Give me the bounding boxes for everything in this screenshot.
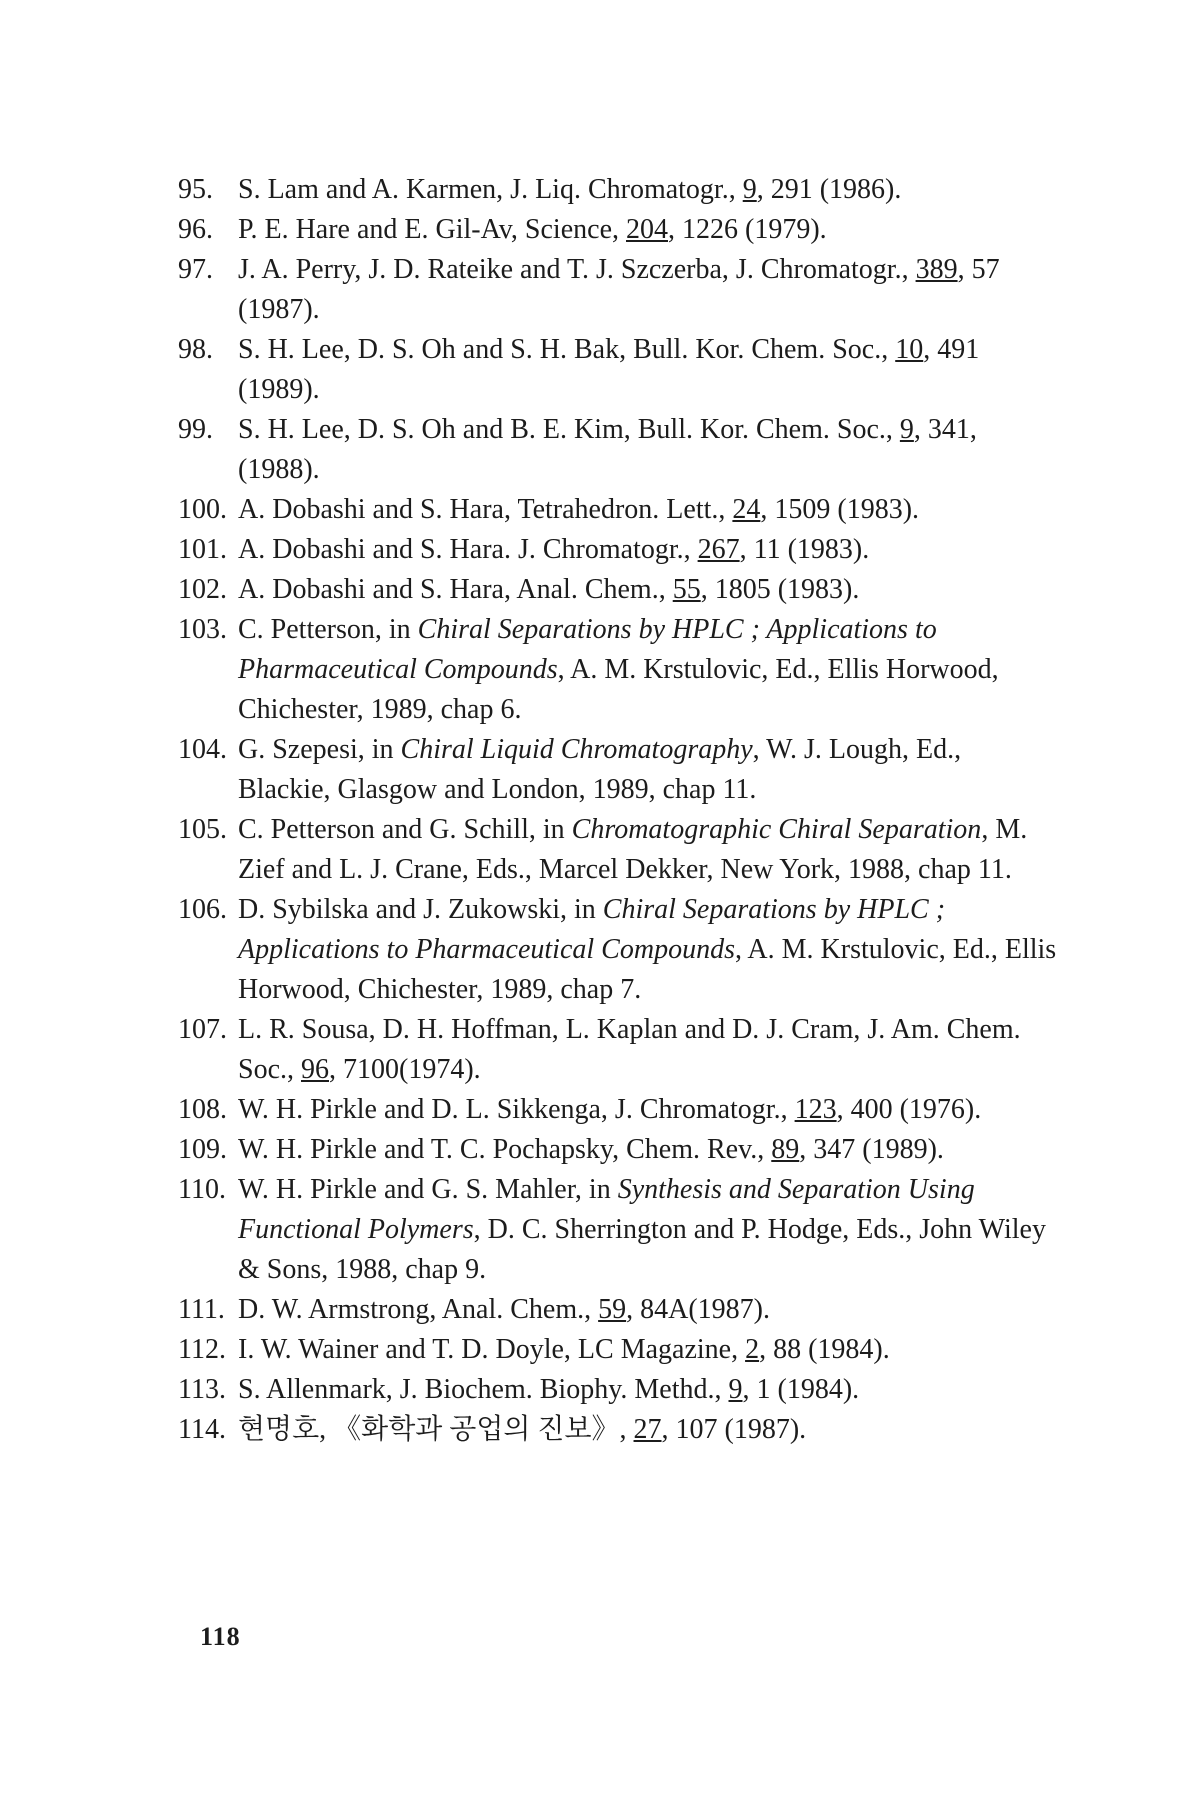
- reference-number: 98.: [178, 334, 213, 365]
- reference-entry: [178, 1010, 1058, 1090]
- citation-segment: S. Allenmark, J. Biochem. Biophy. Methd.,: [238, 1374, 729, 1405]
- citation-segment: , A. M. Krstulovic, Ed., Ellis Horwood, Chichester, 1989, chap 7.: [238, 934, 1057, 1005]
- volume-number: 2: [745, 1334, 760, 1365]
- volume-number: 10: [895, 334, 924, 365]
- book-title: Chromatographic Chiral Separation: [571, 814, 982, 845]
- citation-segment: L. R. Sousa, D. H. Hoffman, L. Kaplan and D. J. Cram, J. Am. Chem. Soc.,: [238, 1014, 1021, 1085]
- volume-number: 89: [771, 1134, 800, 1165]
- reference-text: [238, 210, 1058, 250]
- citation-segment: W. H. Pirkle and G. S. Mahler, in: [238, 1174, 618, 1205]
- reference-text: [238, 1010, 1058, 1090]
- citation-segment: A. Dobashi and S. Hara. J. Chromatogr.,: [238, 534, 698, 565]
- volume-number: 9: [728, 1374, 743, 1405]
- citation-segment: , 291 (1986).: [756, 174, 902, 205]
- reference-text: [238, 610, 1058, 730]
- citation-segment: W. H. Pirkle and D. L. Sikkenga, J. Chromatogr.,: [238, 1094, 795, 1125]
- reference-text: [238, 890, 1058, 1010]
- citation-segment: , 341, (1988).: [238, 414, 977, 485]
- volume-number: 389: [915, 254, 958, 285]
- reference-text: [238, 170, 1058, 210]
- reference-text: [238, 570, 1058, 610]
- reference-entry: [178, 530, 1058, 570]
- citation-segment: W. H. Pirkle and T. C. Pochapsky, Chem. Rev.,: [238, 1134, 772, 1165]
- reference-number: 99.: [178, 414, 213, 445]
- reference-text: [238, 730, 1058, 810]
- citation-segment: A. Dobashi and S. Hara, Anal. Chem.,: [238, 574, 673, 605]
- citation-segment: 현명호, 《화학과 공업의 진보》,: [238, 1414, 634, 1445]
- reference-entry: [178, 730, 1058, 810]
- volume-number: 55: [672, 574, 701, 605]
- reference-number: 114.: [178, 1414, 226, 1445]
- reference-entry: [178, 170, 1058, 210]
- reference-number: 101.: [178, 534, 227, 565]
- book-title: Chiral Separations by HPLC ; Applications to Pharmaceutical Compounds: [238, 614, 937, 685]
- reference-entry: [178, 1090, 1058, 1130]
- reference-text: [238, 1090, 1058, 1130]
- citation-segment: , 1805 (1983).: [700, 574, 860, 605]
- volume-number: 9: [742, 174, 757, 205]
- reference-entry: [178, 490, 1058, 530]
- reference-entry: [178, 1330, 1058, 1370]
- book-title: Synthesis and Separation Using Functional Polymers: [238, 1174, 975, 1245]
- citation-segment: , 1226 (1979).: [668, 214, 827, 245]
- reference-entry: [178, 1130, 1058, 1170]
- reference-entry: [178, 810, 1058, 890]
- citation-segment: , 1509 (1983).: [760, 494, 920, 525]
- citation-segment: , 57 (1987).: [238, 254, 1000, 325]
- citation-segment: , 7100(1974).: [329, 1054, 481, 1085]
- reference-text: [238, 1170, 1058, 1290]
- reference-number: 95.: [178, 174, 213, 205]
- citation-segment: , 400 (1976).: [836, 1094, 982, 1125]
- citation-segment: S. Lam and A. Karmen, J. Liq. Chromatogr.,: [238, 174, 743, 205]
- reference-text: [238, 810, 1058, 890]
- citation-segment: C. Petterson and G. Schill, in: [238, 814, 572, 845]
- reference-text: [238, 1330, 1058, 1370]
- citation-segment: S. H. Lee, D. S. Oh and B. E. Kim, Bull. Kor. Chem. Soc.,: [238, 414, 900, 445]
- reference-number: 97.: [178, 254, 213, 285]
- reference-number: 103.: [178, 614, 227, 645]
- citation-segment: , W. J. Lough, Ed., Blackie, Glasgow and London, 1989, chap 11.: [238, 734, 962, 805]
- book-title: Chiral Separations by HPLC ; Applications to Pharmaceutical Compounds: [238, 894, 946, 965]
- citation-segment: , D. C. Sherrington and P. Hodge, Eds., John Wiley & Sons, 1988, chap 9.: [238, 1214, 1046, 1285]
- reference-number: 100.: [178, 494, 227, 525]
- reference-entry: [178, 210, 1058, 250]
- reference-number: 110.: [178, 1174, 226, 1205]
- citation-segment: , A. M. Krstulovic, Ed., Ellis Horwood, Chichester, 1989, chap 6.: [238, 654, 999, 725]
- citation-segment: , 347 (1989).: [799, 1134, 944, 1165]
- citation-segment: S. H. Lee, D. S. Oh and S. H. Bak, Bull. Kor. Chem. Soc.,: [238, 334, 896, 365]
- reference-entry: [178, 1370, 1058, 1410]
- reference-text: [238, 410, 1058, 490]
- reference-number: 104.: [178, 734, 227, 765]
- volume-number: 123: [794, 1094, 837, 1125]
- citation-segment: , 11 (1983).: [739, 534, 870, 565]
- citation-segment: G. Szepesi, in: [238, 734, 401, 765]
- reference-entry: [178, 1410, 1058, 1450]
- reference-text: [238, 250, 1058, 330]
- citation-segment: , M. Zief and L. J. Crane, Eds., Marcel Dekker, New York, 1988, chap 11.: [238, 814, 1028, 885]
- citation-segment: , 107 (1987).: [661, 1414, 807, 1445]
- reference-text: [238, 1410, 1058, 1450]
- citation-segment: , 491 (1989).: [238, 334, 980, 405]
- citation-segment: P. E. Hare and E. Gil-Av, Science,: [238, 214, 626, 245]
- reference-number: 112.: [178, 1334, 226, 1365]
- citation-segment: J. A. Perry, J. D. Rateike and T. J. Szczerba, J. Chromatogr.,: [238, 254, 916, 285]
- reference-entry: [178, 1290, 1058, 1330]
- citation-segment: C. Petterson, in: [238, 614, 418, 645]
- citation-segment: I. W. Wainer and T. D. Doyle, LC Magazine,: [238, 1334, 746, 1365]
- reference-number: 105.: [178, 814, 227, 845]
- reference-entry: [178, 570, 1058, 610]
- reference-entry: [178, 250, 1058, 330]
- book-title: Chiral Liquid Chromatography: [400, 734, 753, 765]
- volume-number: 24: [732, 494, 761, 525]
- reference-number: 107.: [178, 1014, 227, 1045]
- reference-text: [238, 1290, 1058, 1330]
- citation-segment: D. Sybilska and J. Zukowski, in: [238, 894, 603, 925]
- reference-entry: [178, 890, 1058, 1010]
- reference-number: 109.: [178, 1134, 227, 1165]
- reference-list: [178, 170, 1058, 1450]
- volume-number: 9: [899, 414, 914, 445]
- citation-segment: A. Dobashi and S. Hara, Tetrahedron. Lett.,: [238, 494, 733, 525]
- reference-entry: [178, 1170, 1058, 1290]
- volume-number: 204: [626, 214, 668, 245]
- reference-number: 113.: [178, 1374, 226, 1405]
- reference-number: 111.: [178, 1294, 225, 1325]
- volume-number: 96: [301, 1054, 329, 1085]
- page-number: 118: [200, 1622, 241, 1651]
- reference-number: 106.: [178, 894, 227, 925]
- reference-entry: [178, 410, 1058, 490]
- reference-text: [238, 530, 1058, 570]
- reference-text: [238, 1370, 1058, 1410]
- reference-number: 108.: [178, 1094, 227, 1125]
- citation-segment: , 84A(1987).: [626, 1294, 770, 1325]
- citation-segment: D. W. Armstrong, Anal. Chem.,: [238, 1294, 599, 1325]
- reference-entry: [178, 610, 1058, 730]
- volume-number: 59: [598, 1294, 627, 1325]
- reference-number: 96.: [178, 214, 213, 245]
- reference-entry: [178, 330, 1058, 410]
- volume-number: 267: [697, 534, 740, 565]
- reference-number: 102.: [178, 574, 227, 605]
- volume-number: 27: [633, 1414, 662, 1445]
- citation-segment: , 1 (1984).: [742, 1374, 860, 1405]
- reference-text: [238, 1130, 1058, 1170]
- citation-segment: , 88 (1984).: [759, 1334, 890, 1365]
- reference-text: [238, 330, 1058, 410]
- reference-text: [238, 490, 1058, 530]
